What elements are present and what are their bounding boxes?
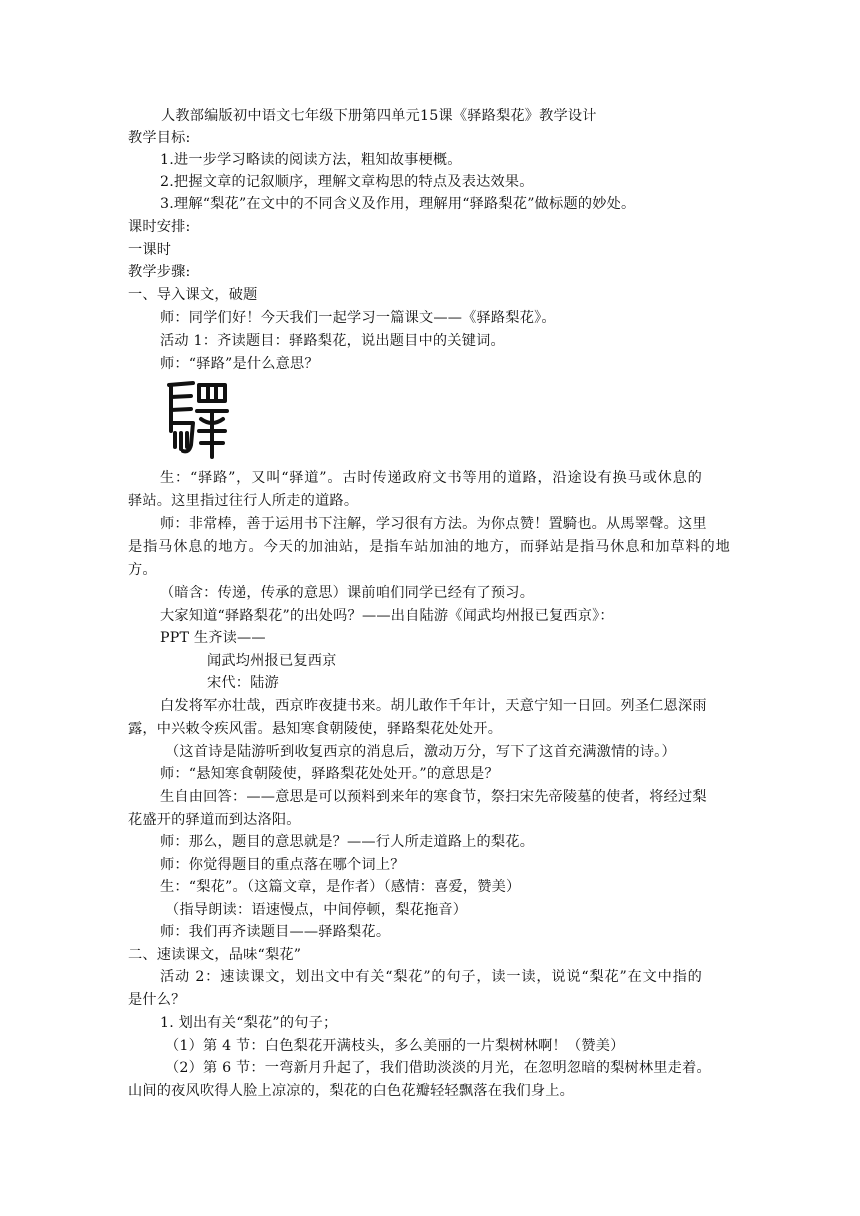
paragraph: 大家知道“驿路梨花”的出处吗？——出自陆游《闻武均州报已复西京》：	[160, 608, 614, 624]
document-title: 人教部编版初中语文七年级下册第四单元15课《驿路梨花》教学设计	[161, 108, 597, 124]
poem-title: 闻武均州报已复西京	[207, 653, 337, 669]
list-item: 1. 划出有关“梨花”的句子；	[160, 1015, 338, 1031]
list-item: 山间的夜风吹得人脸上凉凉的，梨花的白色花瓣轻轻飘落在我们身上。	[128, 1083, 575, 1099]
list-item: （2）第 6 节：一弯新月升起了，我们借助淡淡的月光，在忽明忽暗的梨树林里走着。	[165, 1060, 711, 1076]
paragraph: 活动 1：齐读题目：驿路梨花，说出题目中的关键词。	[160, 333, 505, 349]
objective-item: 2.把握文章的记叙顺序，理解文章构思的特点及表达效果。	[160, 174, 534, 190]
paragraph: 花盛开的驿道而到达洛阳。	[128, 812, 301, 828]
section-heading: 一、导入课文，破题	[128, 287, 258, 303]
paragraph: 师：“悬知寒食朝陵使，驿路梨花处处开。”的意思是？	[160, 766, 499, 782]
paragraph: 生：“驿路”，又叫“驿道”。古时传递政府文书等用的道路，沿途设有换马或休息的	[160, 470, 702, 486]
objective-item: 1.进一步学习略读的阅读方法，粗知故事梗概。	[160, 152, 462, 168]
poem-text: 白发将军亦壮哉，西京昨夜捷书来。胡儿敢作千年计，天意宁知一日回。列圣仁恩深雨	[160, 698, 707, 714]
list-item: （1）第 4 节：白色梨花开满枝头，多么美丽的一片梨树林啊！（赞美）	[165, 1038, 625, 1054]
steps-heading: 教学步骤:	[128, 264, 191, 280]
paragraph: 师：我们再齐读题目——驿路梨花。	[160, 924, 391, 940]
paragraph: 驿站。这里指过往行人所走的道路。	[128, 493, 359, 509]
seal-script-character-image	[163, 377, 231, 461]
paragraph: 师：那么，题目的意思就是？——行人所走道路上的梨花。	[160, 834, 535, 850]
paragraph: 师：你觉得题目的重点落在哪个词上？	[160, 857, 405, 873]
paragraph: PPT 生齐读——	[160, 630, 266, 646]
paragraph: 是指马休息的地方。今天的加油站，是指车站加油的地方，而驿站是指马休息和加草料的地	[128, 539, 730, 555]
paragraph: 生自由回答：——意思是可以预料到来年的寒食节，祭扫宋先帝陵墓的使者，将经过梨	[160, 789, 707, 805]
paragraph: （指导朗读：语速慢点，中间停顿，梨花拖音）	[165, 902, 468, 918]
objectives-heading: 教学目标:	[128, 130, 191, 146]
section-heading: 二、速读课文，品味“梨花”	[128, 947, 302, 963]
paragraph: （这首诗是陆游听到收复西京的消息后，激动万分，写下了这首充满激情的诗。）	[165, 744, 676, 760]
objective-item: 3.理解“梨花”在文中的不同含义及作用，理解用“驿路梨花”做标题的妙处。	[160, 196, 636, 212]
paragraph: 是什么？	[128, 992, 186, 1008]
schedule-heading: 课时安排:	[128, 219, 191, 235]
paragraph: 师：非常棒，善于运用书下注解，学习很有方法。为你点赞！置騎也。从馬睪聲。这里	[160, 516, 707, 532]
paragraph: 师：“驿路”是什么意思？	[160, 356, 319, 372]
poem-author: 宋代：陆游	[207, 675, 279, 691]
paragraph: 生：“梨花”。（这篇文章，是作者）（感情：喜爱，赞美）	[160, 879, 521, 895]
paragraph: 师：同学们好！今天我们一起学习一篇课文——《驿路梨花》。	[160, 310, 556, 326]
paragraph: 方。	[128, 562, 157, 578]
paragraph: 活动 2：速读课文，划出文中有关“梨花”的句子，读一读，说说“梨花”在文中指的	[160, 969, 702, 985]
poem-text: 露，中兴敕令疾风雷。悬知寒食朝陵使，驿路梨花处处开。	[128, 721, 503, 737]
schedule-value: 一课时	[128, 242, 172, 258]
paragraph: （暗含：传递，传承的意思）课前咱们同学已经有了预习。	[160, 585, 535, 601]
